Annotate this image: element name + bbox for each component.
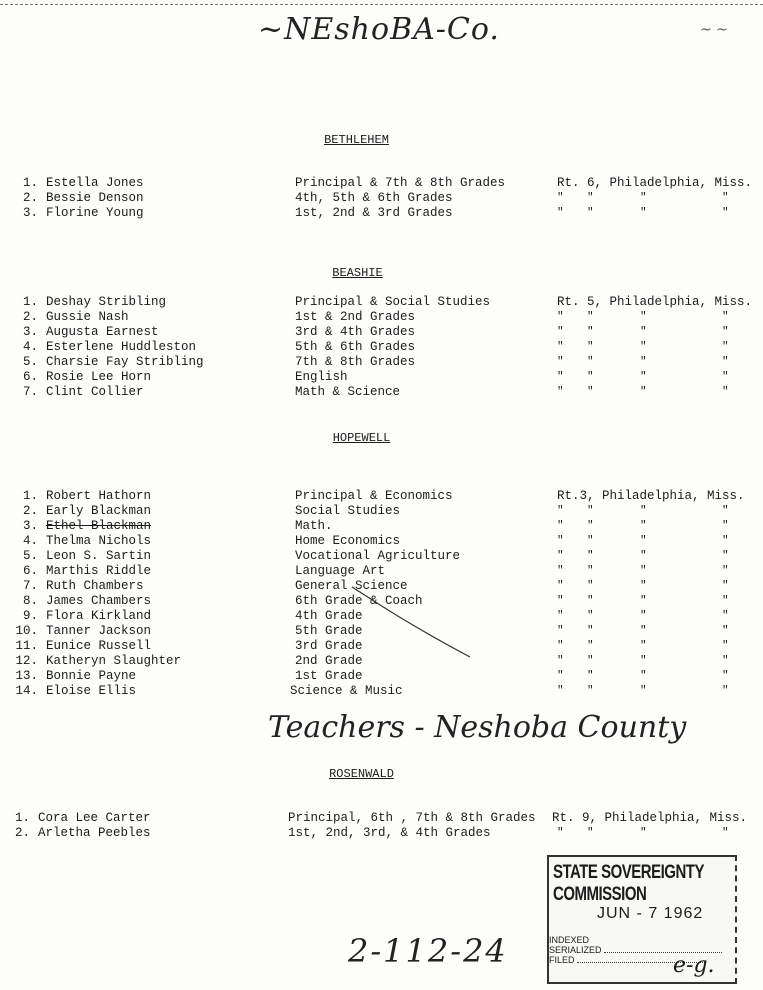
teacher-address: Rt. 6, Philadelphia, Miss. [557,176,753,190]
teacher-assignment: 1st & 2nd Grades [295,310,416,324]
ditto-mark: " [557,505,564,517]
teacher-name: Thelma Nichols [46,534,152,548]
pencil-stroke-mark [350,585,480,665]
stamp-title: STATE SOVEREIGNTY COMMISSION [553,861,704,906]
teacher-name: Charsie Fay Stribling [46,355,204,369]
ditto-mark: " [640,341,647,353]
ditto-mark: " [557,550,564,562]
teacher-assignment: Math. [295,519,333,533]
teacher-assignment: 3rd Grade [295,639,363,653]
commission-stamp [547,855,737,984]
section-list-rosenwald [0,811,763,841]
ditto-mark: " [587,356,594,368]
section-list-beashie [0,295,763,400]
row-number: 6. [22,370,38,384]
table-row [0,176,763,191]
teacher-assignment: 3rd & 4th Grades [295,325,416,339]
stamp-indexed-line [549,935,589,945]
ditto-mark: " [587,520,594,532]
ditto-mark: " [722,386,729,398]
teacher-name: Flora Kirkland [46,609,152,623]
teacher-name: Estella Jones [46,176,144,190]
handwritten-file-number: 2-112-24 [348,932,508,970]
ditto-mark: " [557,610,564,622]
ditto-mark: " [722,356,729,368]
teacher-assignment: 4th Grade [295,609,363,623]
ditto-mark: " [587,326,594,338]
row-number: 2. [22,191,38,205]
row-number: 1. [22,295,38,309]
ditto-mark: " [722,550,729,562]
table-row [0,519,763,534]
ditto-mark: " [557,655,564,667]
ditto-mark: " [587,535,594,547]
ditto-mark: " [722,192,729,204]
ditto-mark: " [557,565,564,577]
ditto-mark: " [640,655,647,667]
row-number: 13. [15,669,38,683]
section-title-rosenwald: ROSENWALD [329,767,394,781]
teacher-address: Rt.3, Philadelphia, Miss. [557,489,745,503]
stamp-serialized-label: SERIALIZED [549,945,602,955]
teacher-assignment: Principal, 6th , 7th & 8th Grades [288,811,536,825]
row-number: 12. [15,654,38,668]
section-list-bethlehem [0,176,763,221]
ditto-mark: " [587,192,594,204]
row-number: 10. [15,624,38,638]
ditto-mark: " [587,565,594,577]
table-row [0,684,763,699]
teacher-assignment: Home Economics [295,534,401,548]
stamp-filed-label: FILED [549,955,575,965]
ditto-mark: " [640,610,647,622]
teacher-name: Rosie Lee Horn [46,370,152,384]
ditto-mark: " [587,550,594,562]
teacher-assignment: 5th Grade [295,624,363,638]
ditto-mark: " [587,670,594,682]
ditto-mark: " [640,505,647,517]
handwritten-county-title: ~NEshoBA-Co. [258,12,500,47]
ditto-mark: " [557,685,564,697]
teacher-assignment: Principal & Economics [295,489,453,503]
teacher-assignment: 7th & 8th Grades [295,355,416,369]
teacher-address: Rt. 5, Philadelphia, Miss. [557,295,753,309]
table-row [0,826,763,841]
section-title-bethlehem: BETHLEHEM [324,133,389,147]
table-row [0,295,763,310]
ditto-mark: " [587,311,594,323]
ditto-mark: " [587,595,594,607]
row-number: 14. [15,684,38,698]
row-number: 7. [22,579,38,593]
ditto-mark: " [557,386,564,398]
ditto-mark: " [722,625,729,637]
ditto-mark: " [587,386,594,398]
ditto-mark: " [557,670,564,682]
ditto-mark: " [722,640,729,652]
ditto-mark: " [587,341,594,353]
teacher-assignment: English [295,370,348,384]
ditto-mark: " [587,505,594,517]
teacher-name: Bonnie Payne [46,669,137,683]
handwritten-caption: Teachers - Neshoba County [268,710,687,745]
ditto-mark: " [587,685,594,697]
teacher-name: Ruth Chambers [46,579,144,593]
ditto-mark: " [722,565,729,577]
row-number: 3. [22,206,38,220]
ditto-mark: " [640,386,647,398]
teacher-assignment: Science & Music [290,684,403,698]
teacher-name: Early Blackman [46,504,152,518]
row-number: 8. [22,594,38,608]
table-row [0,206,763,221]
table-row [0,504,763,519]
ditto-mark: " [722,505,729,517]
teacher-assignment: Principal & 7th & 8th Grades [295,176,506,190]
ditto-mark: " [640,625,647,637]
row-number: 11. [15,639,38,653]
ditto-mark: " [722,670,729,682]
ditto-mark: " [557,625,564,637]
table-row [0,549,763,564]
ditto-mark: " [557,192,564,204]
ditto-mark: " [640,326,647,338]
row-number: 6. [22,564,38,578]
table-row [0,340,763,355]
ditto-mark: " [640,827,647,839]
ditto-mark: " [557,827,564,839]
section-title-hopewell: HOPEWELL [332,431,391,445]
table-row [0,370,763,385]
teacher-assignment: 1st Grade [295,669,363,683]
teacher-name: James Chambers [46,594,152,608]
teacher-address: Rt. 9, Philadelphia, Miss. [552,811,748,825]
table-row [0,811,763,826]
teacher-name: Leon S. Sartin [46,549,152,563]
row-number: 3. [22,519,38,533]
teacher-name: Bessie Denson [46,191,144,205]
teacher-assignment: 1st, 2nd, 3rd, & 4th Grades [288,826,491,840]
ditto-mark: " [557,535,564,547]
teacher-name: Ethel Blackman [46,519,152,533]
row-number: 3. [22,325,38,339]
ditto-mark: " [640,535,647,547]
teacher-name: Tanner Jackson [46,624,152,638]
ditto-mark: " [640,565,647,577]
ditto-mark: " [722,371,729,383]
ditto-mark: " [640,207,647,219]
row-number: 1. [22,176,38,190]
ditto-mark: " [557,356,564,368]
table-row [0,191,763,206]
teacher-assignment: Principal & Social Studies [295,295,491,309]
section-title-beashie: BEASHIE [332,266,383,280]
ditto-mark: " [587,610,594,622]
ditto-mark: " [557,311,564,323]
stamp-indexed-label: INDEXED [549,935,590,945]
row-number: 7. [22,385,38,399]
teacher-assignment: 2nd Grade [295,654,363,668]
row-number: 1. [14,811,30,825]
ditto-mark: " [640,670,647,682]
table-row [0,534,763,549]
teacher-assignment: 6th Grade & Coach [295,594,423,608]
ditto-mark: " [640,371,647,383]
ditto-mark: " [722,326,729,338]
ditto-mark: " [640,356,647,368]
teacher-name: Cora Lee Carter [38,811,151,825]
teacher-name: Katheryn Slaughter [46,654,182,668]
ditto-mark: " [640,520,647,532]
row-number: 4. [22,534,38,548]
ditto-mark: " [557,520,564,532]
ditto-mark: " [557,207,564,219]
ditto-mark: " [640,580,647,592]
ditto-mark: " [640,192,647,204]
ditto-mark: " [722,535,729,547]
teacher-name: Esterlene Huddleston [46,340,197,354]
ditto-mark: " [587,827,594,839]
ditto-mark: " [557,341,564,353]
row-number: 2. [22,310,38,324]
row-number: 5. [22,549,38,563]
ditto-mark: " [587,655,594,667]
table-row [0,489,763,504]
page-top-border [0,4,763,5]
ditto-mark: " [640,550,647,562]
top-right-mark: ~ ~ [700,22,728,38]
ditto-mark: " [722,595,729,607]
ditto-mark: " [587,371,594,383]
ditto-mark: " [640,595,647,607]
row-number: 2. [22,504,38,518]
teacher-name: Clint Collier [46,385,144,399]
teacher-name: Marthis Riddle [46,564,152,578]
teacher-name: Augusta Earnest [46,325,159,339]
ditto-mark: " [722,580,729,592]
ditto-mark: " [722,610,729,622]
teacher-name: Eunice Russell [46,639,152,653]
table-row [0,325,763,340]
teacher-assignment: Vocational Agriculture [295,549,461,563]
ditto-mark: " [557,371,564,383]
ditto-mark: " [722,655,729,667]
ditto-mark: " [722,311,729,323]
table-row [0,310,763,325]
teacher-assignment: 4th, 5th & 6th Grades [295,191,453,205]
teacher-name: Gussie Nash [46,310,129,324]
table-row [0,355,763,370]
teacher-assignment: Math & Science [295,385,401,399]
row-number: 9. [22,609,38,623]
stamp-signature: e-g. [673,953,715,978]
ditto-mark: " [587,207,594,219]
ditto-mark: " [557,326,564,338]
table-row [0,385,763,400]
row-number: 4. [22,340,38,354]
teacher-assignment: Social Studies [295,504,401,518]
ditto-mark: " [722,685,729,697]
teacher-assignment: General Science [295,579,408,593]
ditto-mark: " [587,580,594,592]
teacher-name: Florine Young [46,206,144,220]
stamp-date: JUN - 7 1962 [597,905,704,922]
teacher-name: Deshay Stribling [46,295,167,309]
ditto-mark: " [557,595,564,607]
ditto-mark: " [587,640,594,652]
ditto-mark: " [557,580,564,592]
ditto-mark: " [722,827,729,839]
teacher-assignment: 5th & 6th Grades [295,340,416,354]
row-number: 1. [22,489,38,503]
table-row [0,564,763,579]
row-number: 5. [22,355,38,369]
ditto-mark: " [587,625,594,637]
ditto-mark: " [640,685,647,697]
teacher-name: Arletha Peebles [38,826,151,840]
teacher-assignment: 1st, 2nd & 3rd Grades [295,206,453,220]
table-row [0,669,763,684]
ditto-mark: " [640,640,647,652]
teacher-name: Robert Hathorn [46,489,152,503]
ditto-mark: " [640,311,647,323]
row-number: 2. [14,826,30,840]
ditto-mark: " [722,207,729,219]
teacher-name: Eloise Ellis [46,684,137,698]
ditto-mark: " [722,341,729,353]
ditto-mark: " [722,520,729,532]
ditto-mark: " [557,640,564,652]
teacher-assignment: Language Art [295,564,386,578]
